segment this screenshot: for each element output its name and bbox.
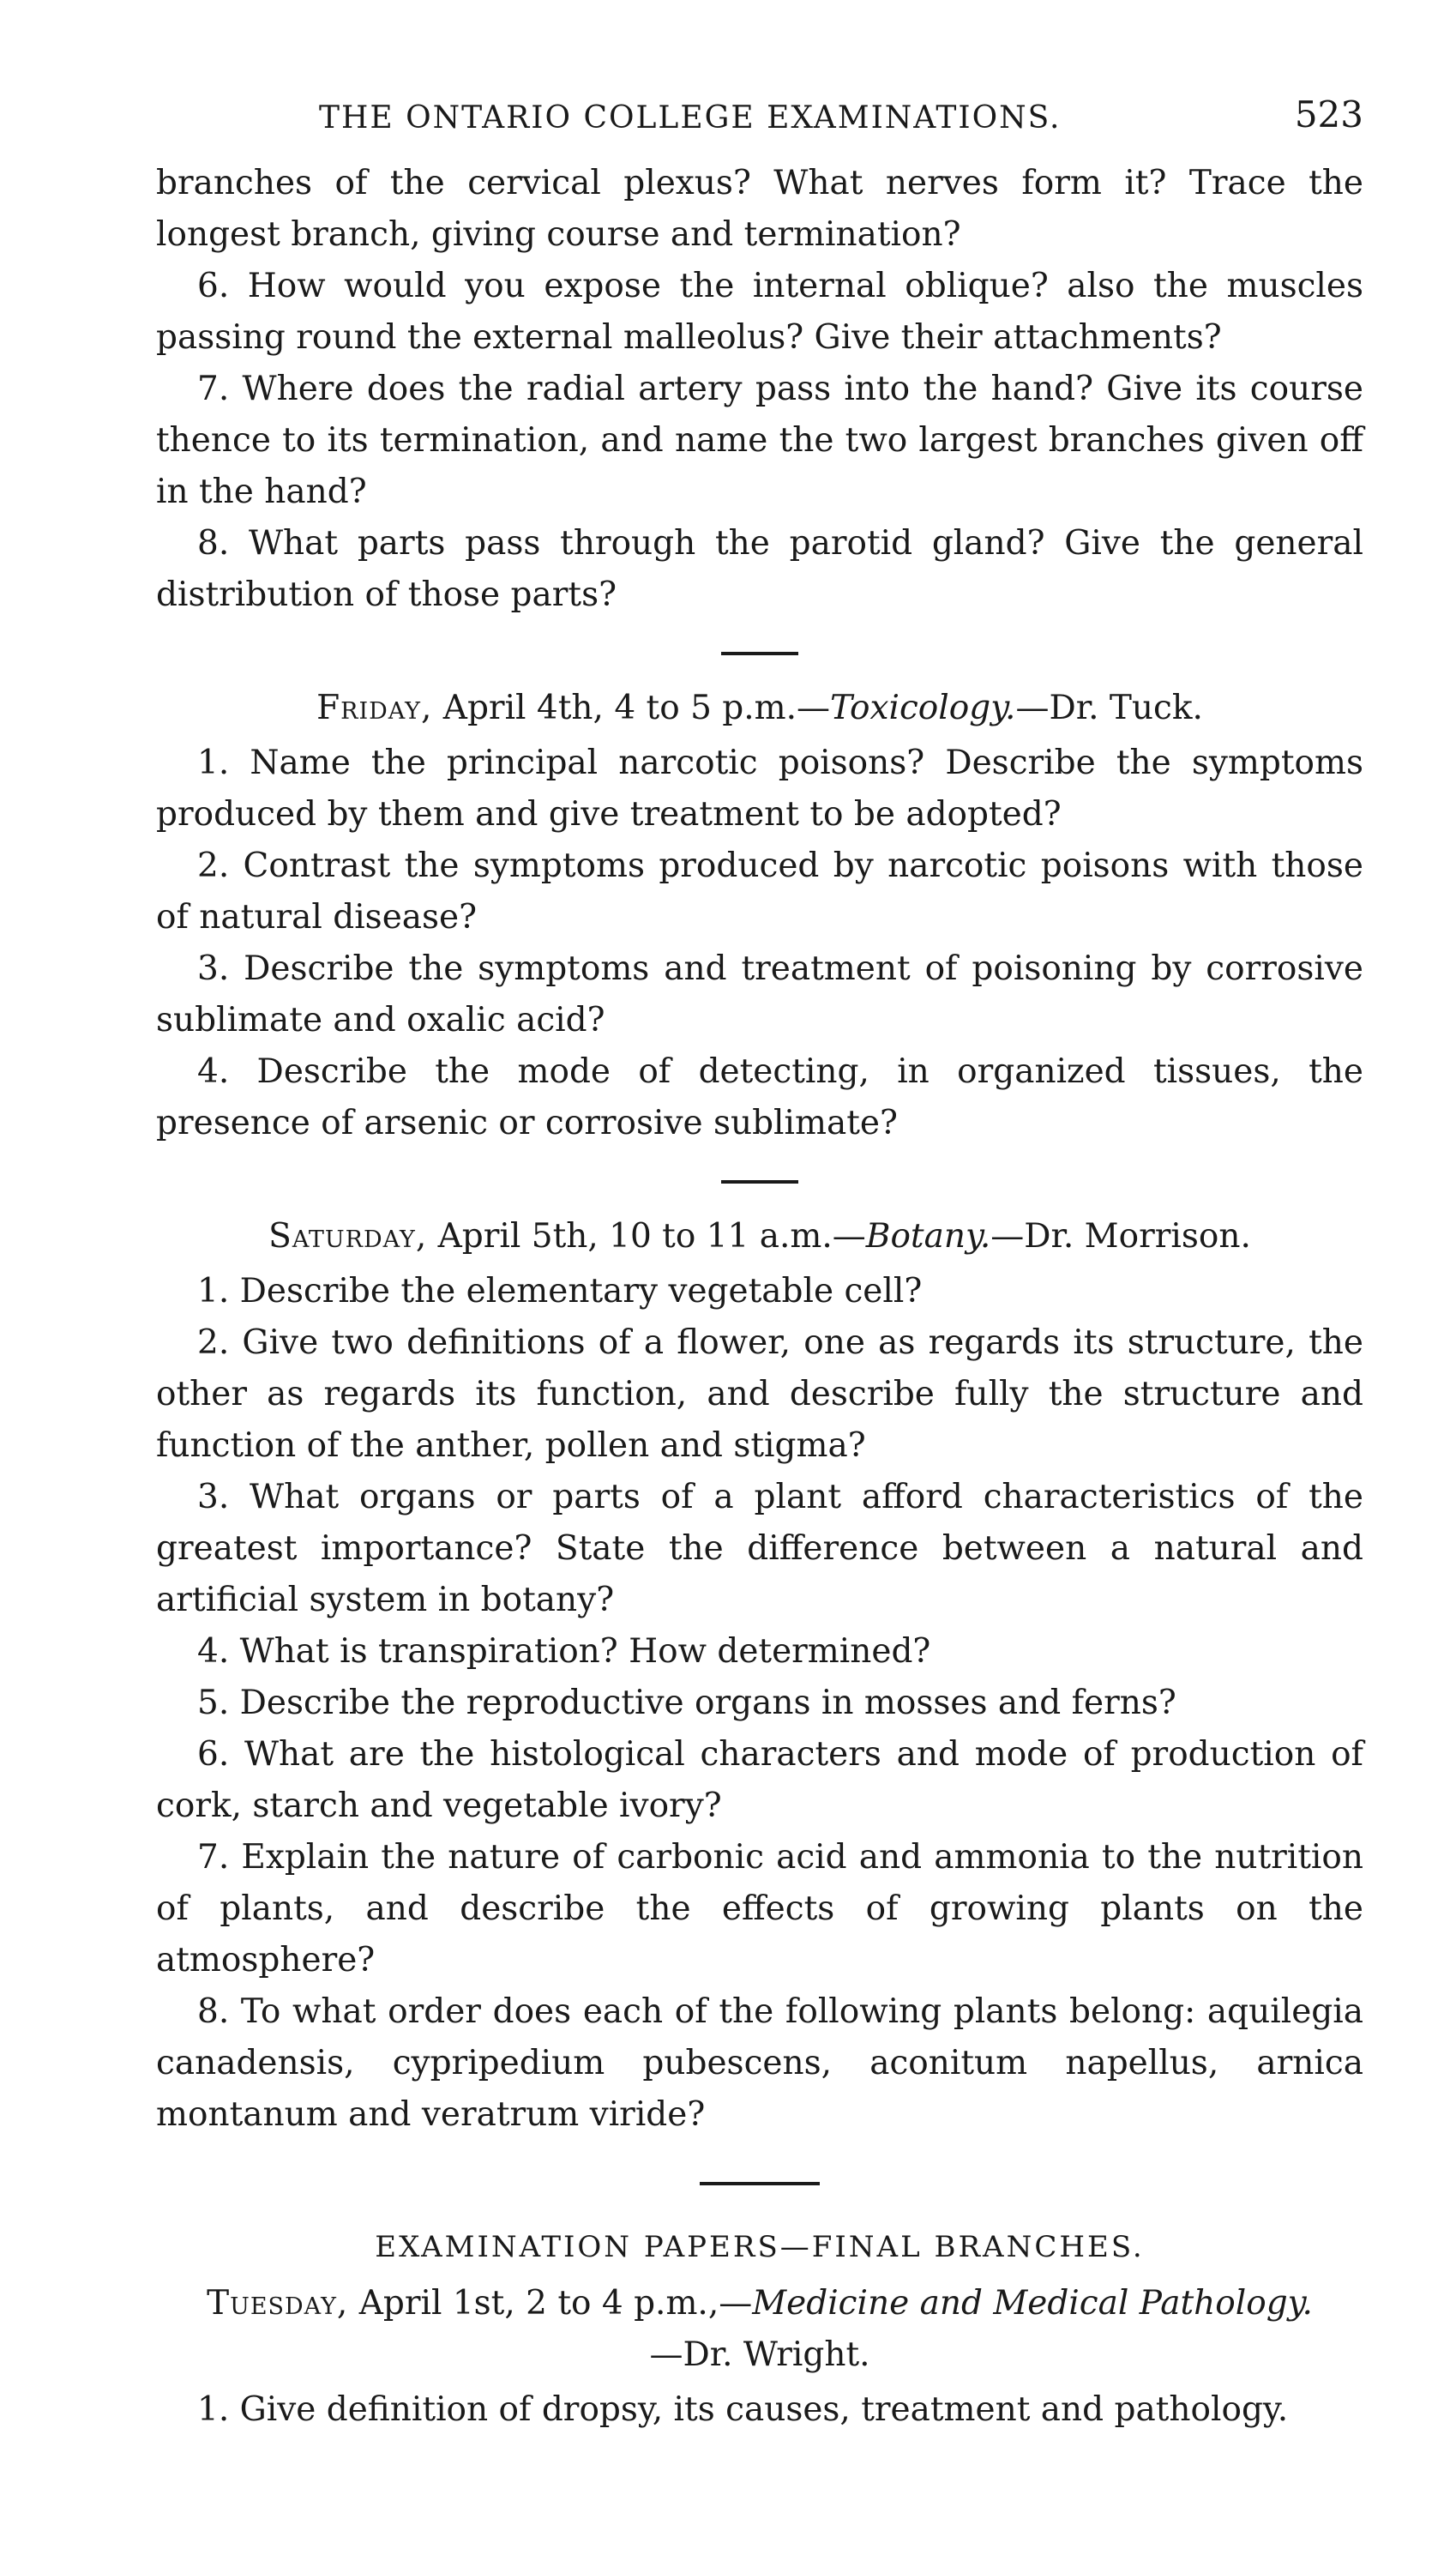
section-divider xyxy=(721,652,798,655)
running-head xyxy=(156,93,1363,149)
section-title: EXAMINATION PAPERS—FINAL BRANCHES. xyxy=(375,2230,1145,2264)
question: 3. What organs or parts of a plant afford characteristics of the greatest importance? State the difference between a natural and artificial system in botany? xyxy=(156,1478,1363,1619)
question: 3. Describe the symptoms and treatment of poisoning by corrosive sublimate and oxalic acid? xyxy=(156,949,1363,1039)
question: 4. Describe the mode of detecting, in organized tissues, the presence of arsenic or corrosive sublimate? xyxy=(156,1052,1363,1142)
question-continuation: branches of the cervical plexus? What nerves form it? Trace the longest branch, giving course and termination? xyxy=(156,164,1363,254)
question: 1. Name the principal narcotic poisons? Describe the symptoms produced by them and give treatment to be adopted? xyxy=(156,744,1363,834)
session-details: April 5th, 10 to 11 a.m.— xyxy=(427,1217,866,1256)
session-examiner: —Dr. Morrison. xyxy=(990,1217,1251,1256)
session-examiner: —Dr. Wright. xyxy=(649,2335,870,2374)
section-divider xyxy=(721,1180,798,1184)
session-examiner: —Dr. Tuck. xyxy=(1015,689,1203,727)
session-subject: Medicine and Medical Pathology. xyxy=(752,2284,1313,2323)
session-subject: Botany. xyxy=(865,1217,991,1256)
question: 6. What are the histological characters and mode of production of cork, starch and vegetable ivory? xyxy=(156,1735,1363,1825)
question: 4. What is transpiration? How determined? xyxy=(197,1632,931,1671)
session-details: April 4th, 4 to 5 p.m.— xyxy=(432,689,831,727)
section-divider xyxy=(700,2182,820,2185)
question: 7. Explain the nature of carbonic acid and ammonia to the nutrition of plants, and describe the effects of growing plants on the atmosphere? xyxy=(156,1838,1363,1980)
question: 2. Contrast the symptoms produced by narcotic poisons with those of natural disease? xyxy=(156,847,1363,937)
question: 8. To what order does each of the following plants belong: aquilegia canadensis, cypripedium pubescens, aconitum napellus, arnica montanum and veratrum viride? xyxy=(156,1992,1363,2134)
session-day: Tuesday, xyxy=(207,2284,349,2323)
question: 6. How would you expose the internal oblique? also the muscles passing round the external malleolus? Give their attachments? xyxy=(156,267,1363,357)
session-details: April 1st, 2 to 4 p.m.,— xyxy=(348,2284,753,2323)
session-heading xyxy=(156,1211,1363,1262)
running-title: THE ONTARIO COLLEGE EXAMINATIONS. xyxy=(319,100,1062,136)
question: 5. Describe the reproductive organs in mosses and ferns? xyxy=(197,1684,1176,1722)
session-subject: Toxicology. xyxy=(830,689,1016,727)
question: 8. What parts pass through the parotid gland? Give the general distribution of those parts? xyxy=(156,524,1363,614)
session-day: Saturday, xyxy=(268,1217,428,1256)
question: 7. Where does the radial artery pass into the hand? Give its course thence to its termination, and name the two largest branches given off in the hand? xyxy=(156,370,1363,511)
question: 1. Give definition of dropsy, its causes, treatment and pathology. xyxy=(197,2390,1289,2429)
question: 2. Give two definitions of a flower, one as regards its structure, the other as regards its function, and describe fully the structure and function of the anther, pollen and stigma? xyxy=(156,1323,1363,1465)
page-number: 523 xyxy=(1294,93,1363,136)
session-heading xyxy=(156,683,1363,734)
session-heading xyxy=(156,2278,1363,2329)
session-day: Friday, xyxy=(316,689,433,727)
question: 1. Describe the elementary vegetable cell? xyxy=(197,1272,923,1311)
